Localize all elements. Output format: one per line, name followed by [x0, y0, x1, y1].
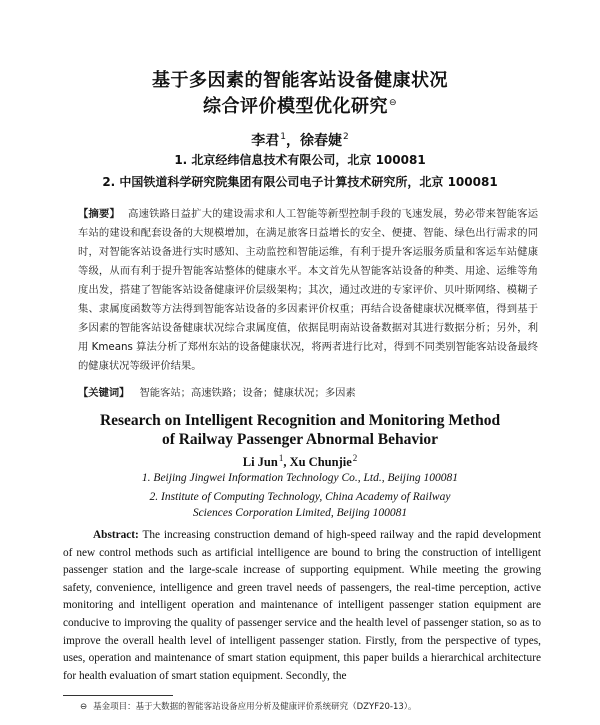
- english-affiliation-1: 1. Beijing Jingwei Information Technology Co., Ltd., Beijing 100081: [141, 472, 459, 484]
- english-abstract-label: Abstract:: [93, 529, 139, 541]
- chinese-affiliation-2: 2. 中国铁道科学研究院集团有限公司电子计算技术研究所，北京 100081: [102, 175, 498, 189]
- chinese-author-1-affil-index: 1: [280, 132, 286, 143]
- chinese-affiliation-1: 1. 北京经纬信息技术有限公司，北京 100081: [174, 153, 426, 167]
- chinese-keywords-text: 智能客站；高速铁路；设备；健康状况；多因素: [139, 387, 356, 399]
- chinese-author-2-affil-index: 2: [343, 132, 349, 143]
- english-author-1: Li Jun: [242, 455, 278, 470]
- chinese-keywords-label: 【关键词】: [78, 387, 130, 399]
- english-title-line-1: Research on Intelligent Recognition and Monitoring Method: [99, 412, 501, 429]
- footnote-divider: [63, 695, 173, 696]
- chinese-title-line-1: [0, 66, 600, 92]
- english-author-separator: ,: [283, 455, 290, 470]
- chinese-author-2: 徐春婕: [300, 133, 342, 149]
- chinese-abstract-text: 高速铁路日益扩大的建设需求和人工智能等新型控制手段的飞速发展，势必带来智能客运车站的建设和配套设备的大规模增加，在满足旅客日益增长的安全、便捷、智能、绿色出行需求的同时，对智能客站设备进行实时感知、主动监控和智能运维，有利于提升客运服务质量和客运车站健康等级，从而有利于提升智能客站整体的健康水平。本文首先从智能客站设备的种类、用途、运维等角度出发，搭建了智能客站设备健康评价层级架构；其次，通过改进的专家评价、贝叶斯网络、模糊子集、隶属度函数等方法得到智能客站设备的多因素评价权重；再结合设备健康状况概率值，得到基于多因素的智能客站设备健康状况综合隶属度值，依据昆明南站设备数据对其进行数据分析；另外，利用 Kmeans 算法分析了郑州东站的设备健康状况，将两者进行比对，得到不同类别智能客站设备最终的健康状况等级评价结果。: [78, 208, 539, 372]
- chinese-abstract: [78, 205, 538, 376]
- chinese-title-line-2-text: 综合评价模型优化研究: [202, 96, 388, 117]
- english-affiliation-2: 2. Institute of Computing Technology, China Academy of Railway: [149, 491, 451, 503]
- english-affiliation-2-continued: Sciences Corporation Limited, Beijing 100081: [192, 507, 408, 519]
- chinese-title-line-1-text: 基于多因素的智能客站设备健康状况: [152, 70, 448, 91]
- english-abstract-text: The increasing construction demand of high-speed railway and the rapid development of new control methods such as artificial intelligence are bound to bring the construction of intelligent passenger station and the large-scale increase of supporting equipment. While meeting the growing safety, convenience, intelligence and green travel needs of passengers, the real-time perception, active monitoring and intelligent operation and maintenance of intelligent passenger station equipment are conducive to improving the quality of passenger service and the health level of passenger station, so as to improve the overall health level of intelligent passenger station. Firstly, from the perspective of types, uses, operation and maintenance of smart station equipment, this paper builds a hierarchical architecture for health evaluation of smart station equipment. Secondly, the: [63, 529, 541, 682]
- chinese-author-separator: ，: [286, 133, 300, 149]
- chinese-author-1: 李君: [251, 133, 280, 149]
- english-authors: [0, 453, 600, 470]
- funding-footnote: [80, 700, 550, 712]
- footnote-text: 基金项目：基于大数据的智能客站设备应用分析及健康评价系统研究（DZYF20-13）。: [93, 702, 417, 712]
- english-author-2: Xu Chunjie: [289, 455, 352, 470]
- english-author-1-affil-index: 1: [278, 453, 284, 463]
- chinese-title-line-2: [0, 92, 600, 118]
- footnote-mark: ⊖: [80, 702, 88, 712]
- english-title-line-2: of Railway Passenger Abnormal Behavior: [161, 431, 439, 448]
- english-abstract: [63, 527, 541, 685]
- english-author-2-affil-index: 2: [352, 453, 358, 463]
- chinese-abstract-label: 【摘要】: [78, 208, 121, 220]
- funding-note-mark: ⊖: [388, 98, 398, 108]
- chinese-authors: [0, 130, 600, 150]
- chinese-keywords: [78, 384, 538, 399]
